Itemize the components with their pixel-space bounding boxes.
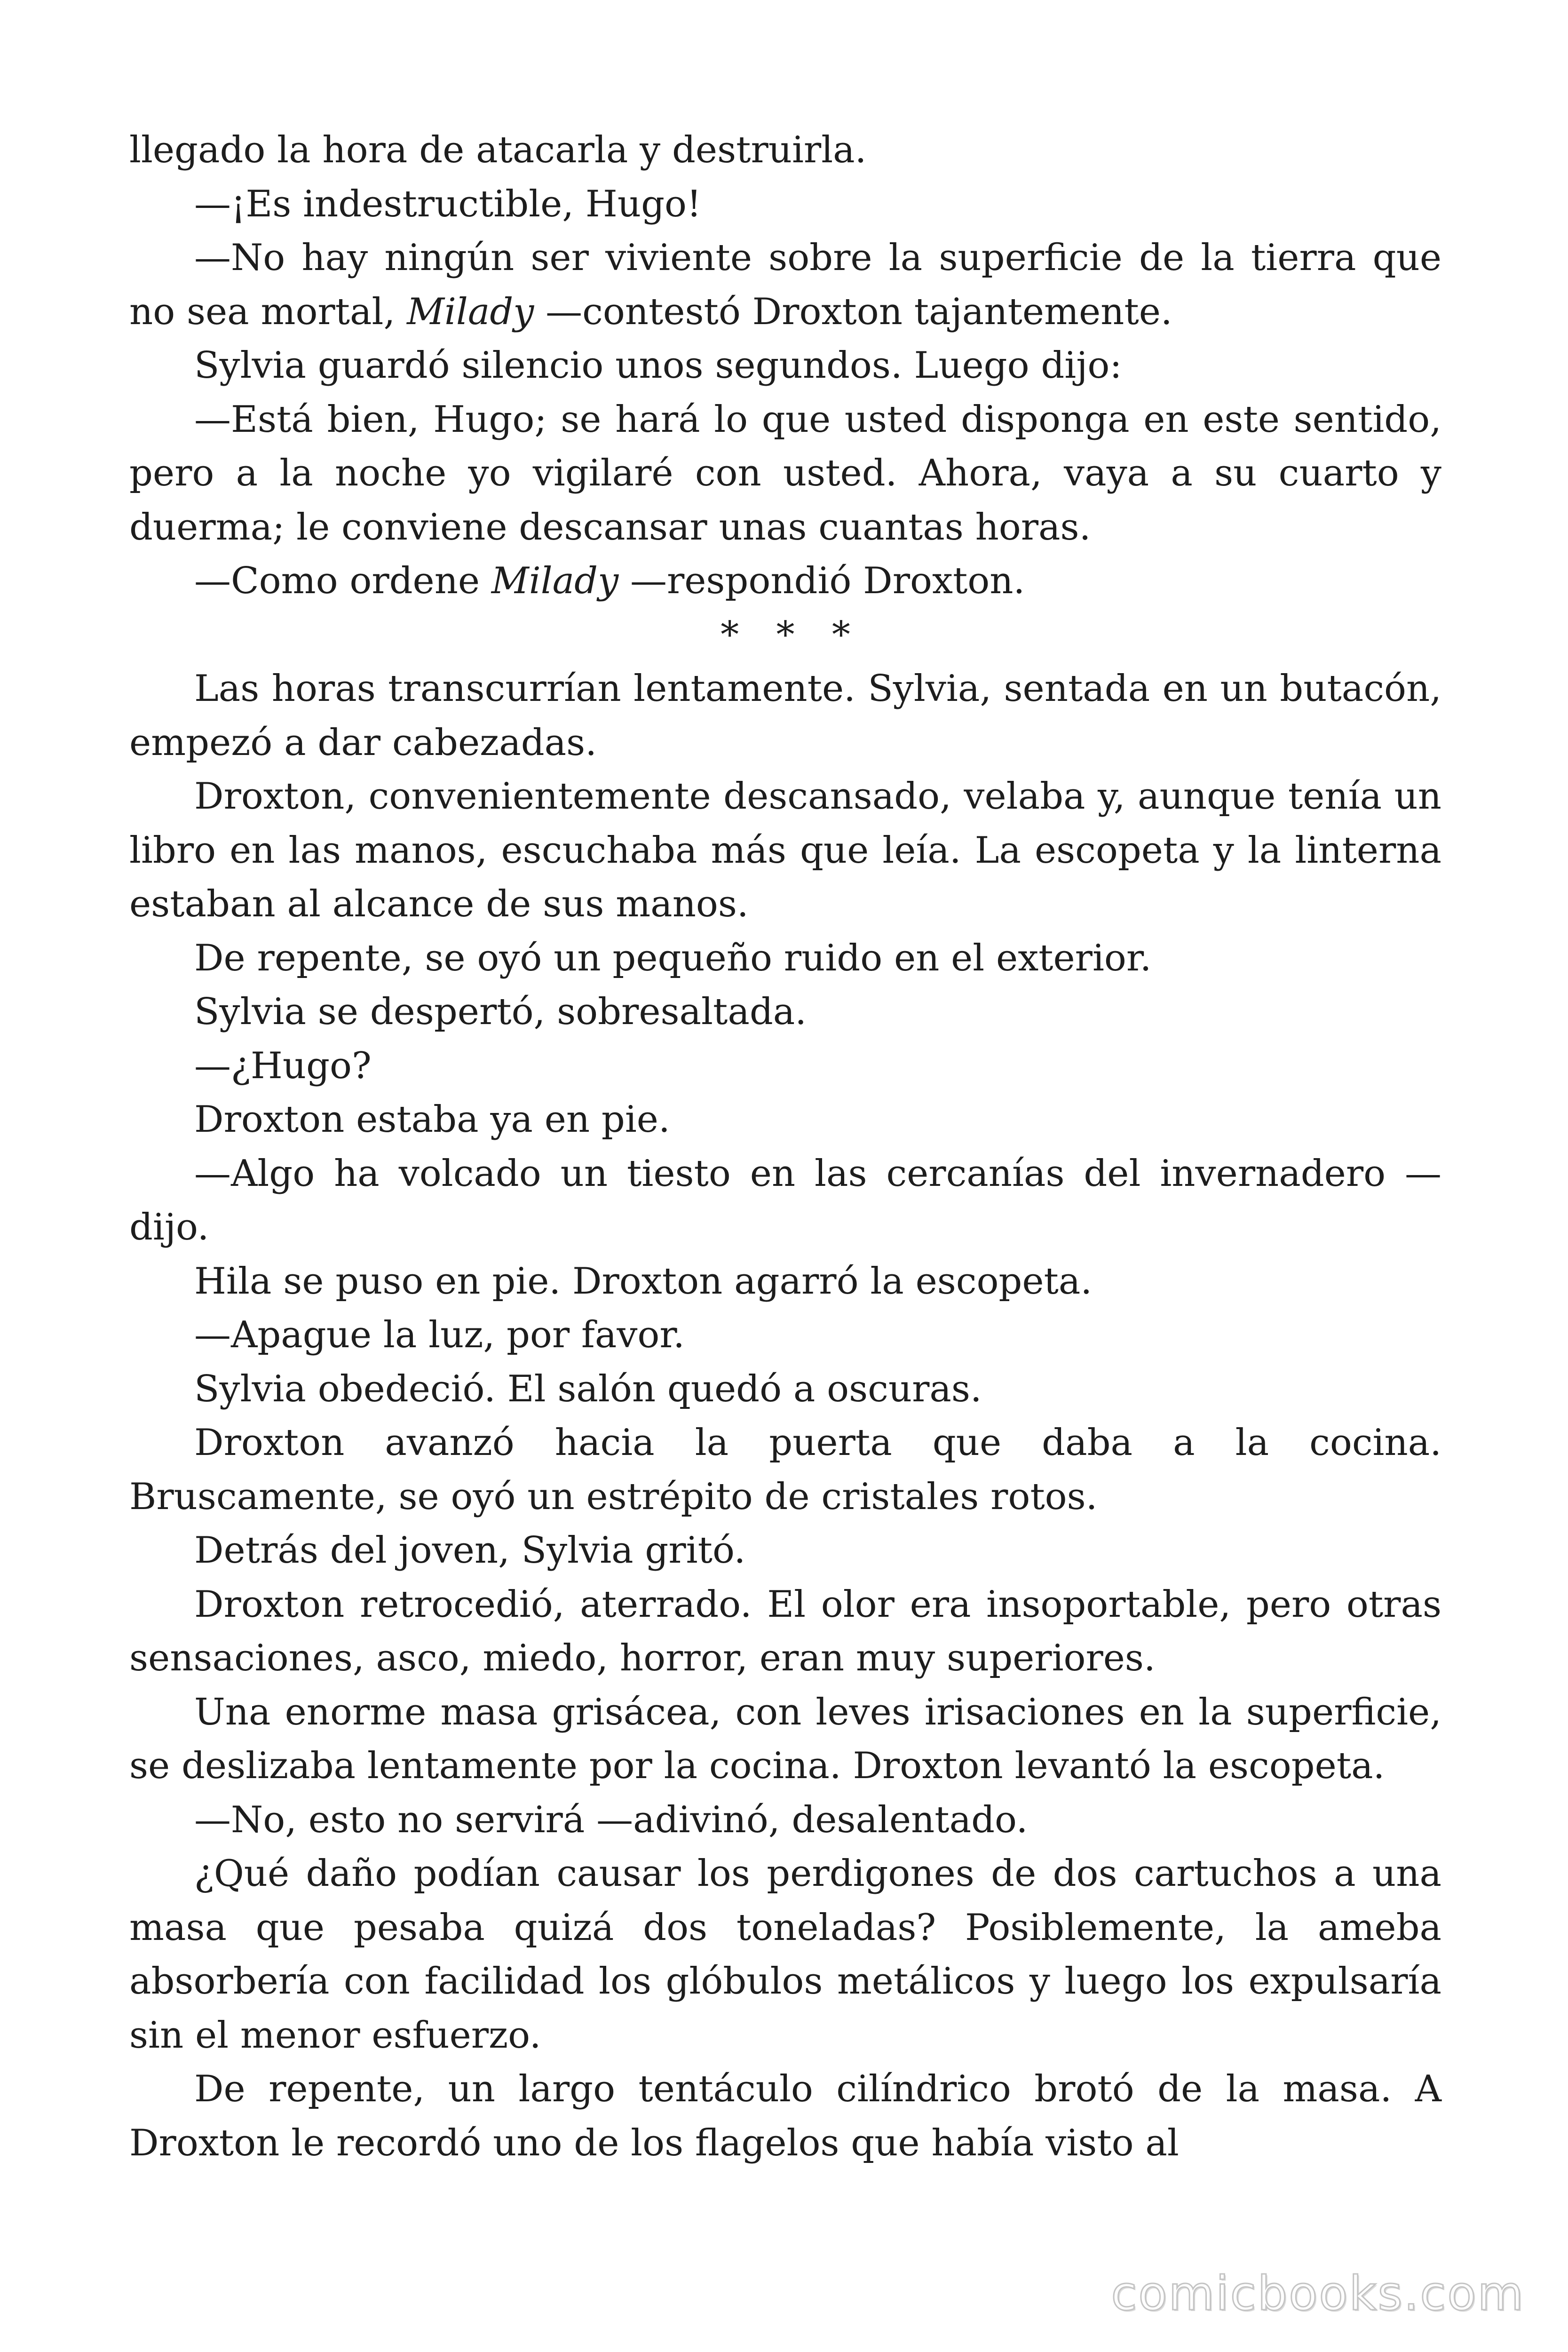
paragraph-16: Sylvia obedeció. El salón quedó a oscuras. [194, 1367, 982, 1410]
paragraph-7: Las horas transcurrían lentamente. Sylvia, sentada en un butacón, empezó a dar cabezadas. [129, 667, 1441, 764]
paragraph-3-start: —No hay ningún ser viviente sobre la superficie de la tierra que no sea mortal, [129, 237, 1441, 333]
paragraph-12: Droxton estaba ya en pie. [194, 1098, 670, 1141]
paragraph-4: Sylvia guardó silencio unos segundos. Luego dijo: [194, 344, 1122, 387]
paragraph-5: —Está bien, Hugo; se hará lo que usted disponga en este sentido, pero a la noche yo vigilaré con usted. Ahora, vaya a su cuarto y duerma; le conviene descansar unas cuantas horas. [129, 398, 1441, 548]
paragraph-3-italic: Milady [407, 290, 534, 333]
paragraph-23: De repente, un largo tentáculo cilíndrico brotó de la masa. A Droxton le recordó uno de los flagelos que había visto al [129, 2068, 1441, 2164]
paragraph-2: —¡Es indestructible, Hugo! [194, 183, 702, 225]
paragraph-8: Droxton, convenientemente descansado, velaba y, aunque tenía un libro en las manos, escuchaba más que leía. La escopeta y la linterna estaban al alcance de sus manos. [129, 775, 1441, 925]
paragraph-9: De repente, se oyó un pequeño ruido en el exterior. [194, 937, 1152, 979]
page-body [129, 123, 1441, 2170]
watermark: comicbooks.com [1111, 2266, 1525, 2321]
paragraph-3-end: —contestó Droxton tajantemente. [534, 290, 1172, 333]
paragraph-13: —Algo ha volcado un tiesto en las cercanías del invernadero —dijo. [129, 1152, 1441, 1248]
paragraph-6-italic: Milady [491, 560, 619, 602]
section-separator: * * * [721, 613, 863, 656]
paragraph-3 [129, 231, 1441, 339]
paragraph-6 [129, 554, 1441, 608]
paragraph-6-end: —respondió Droxton. [618, 560, 1025, 602]
paragraph-22: ¿Qué daño podían causar los perdigones de dos cartuchos a una masa que pesaba quizá dos toneladas? Posiblemente, la ameba absorbería con facilidad los glóbulos metálicos y luego los expulsaría sin el menor esfuerzo. [129, 1852, 1441, 2057]
paragraph-10: Sylvia se despertó, sobresaltada. [194, 991, 807, 1033]
paragraph-14: Hila se puso en pie. Droxton agarró la escopeta. [194, 1260, 1093, 1303]
paragraph-18: Detrás del joven, Sylvia gritó. [194, 1529, 746, 1572]
paragraph-21: —No, esto no servirá —adivinó, desalentado. [194, 1798, 1028, 1841]
paragraph-6-start: —Como ordene [194, 560, 491, 602]
paragraph-15: —Apague la luz, por favor. [194, 1314, 685, 1356]
paragraph-20: Una enorme masa grisácea, con leves irisaciones en la superficie, se deslizaba lentamente por la cocina. Droxton levantó la escopeta. [129, 1691, 1441, 1787]
paragraph-17: Droxton avanzó hacia la puerta que daba a la cocina. Bruscamente, se oyó un estrépito de cristales rotos. [129, 1422, 1441, 1518]
paragraph-11: —¿Hugo? [194, 1044, 372, 1087]
paragraph-1: llegado la hora de atacarla y destruirla. [129, 129, 867, 171]
paragraph-19: Droxton retrocedió, aterrado. El olor era insoportable, pero otras sensaciones, asco, miedo, horror, eran muy superiores. [129, 1583, 1441, 1679]
